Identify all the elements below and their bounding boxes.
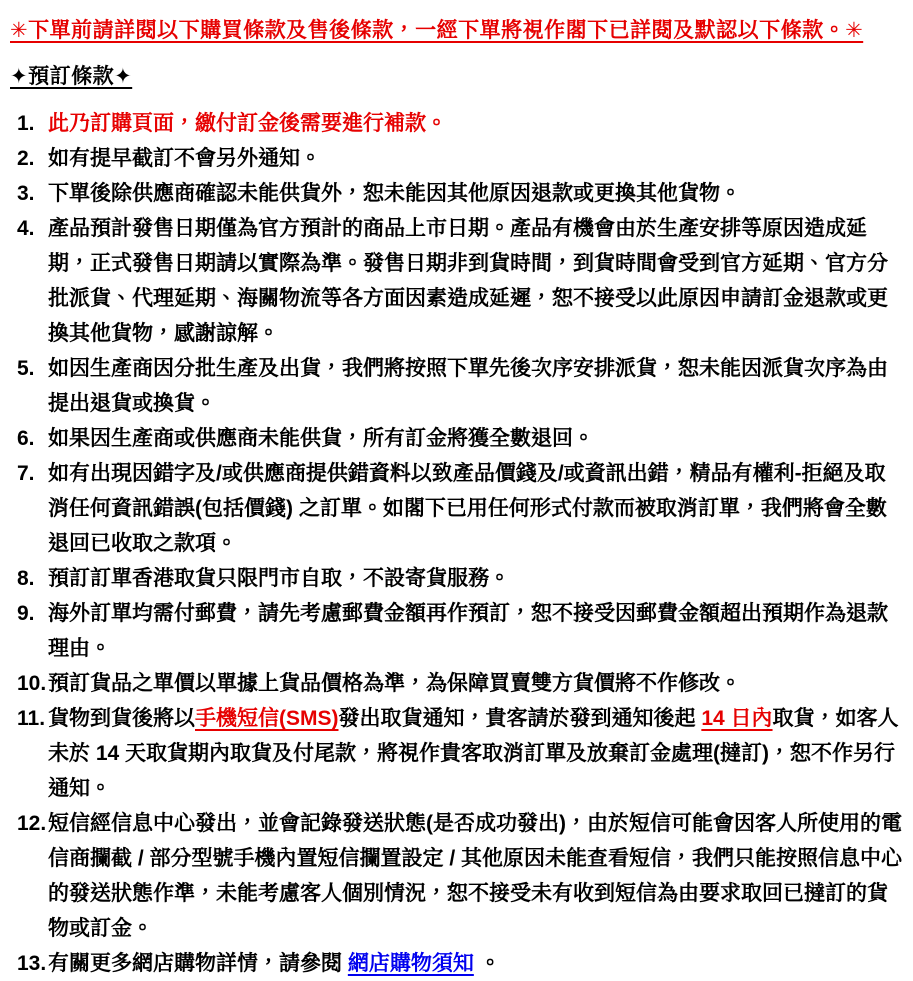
term-text <box>48 141 905 176</box>
term-item <box>10 561 905 596</box>
term-text <box>48 456 905 561</box>
term-text <box>48 211 905 351</box>
term-segment: 如有提早截訂不會另外通知。 <box>48 147 321 170</box>
term-item <box>10 946 905 981</box>
term-text <box>48 596 905 666</box>
term-number: 5. <box>17 357 35 380</box>
term-segment: 此乃訂購頁面，繳付訂金後需要進行補款。 <box>48 112 447 135</box>
term-text <box>48 561 905 596</box>
term-number: 4. <box>17 217 35 240</box>
term-number: 10. <box>17 672 47 695</box>
term-item <box>10 701 905 806</box>
store-shopping-notice-link[interactable]: 網店購物須知 <box>347 952 474 975</box>
term-item <box>10 421 905 456</box>
term-item <box>10 806 905 946</box>
term-number: 11. <box>17 707 46 730</box>
term-item <box>10 106 905 141</box>
term-item <box>10 351 905 421</box>
term-segment: 14 日內 <box>701 707 773 730</box>
term-text <box>48 351 905 421</box>
term-segment: 產品預計發售日期僅為官方預計的商品上市日期。產品有機會由於生產安排等原因造成延期，正式發售日期請以實際為準。發售日期非到貨時間，到貨時間會受到官方延期、官方分批派貨、代理延期、海關物流等各方面因素造成延遲，恕不接受以此原因申請訂金退款或更換其他貨物，感謝諒解。 <box>48 217 888 345</box>
term-item <box>10 666 905 701</box>
term-text <box>48 701 905 806</box>
term-text <box>48 806 905 946</box>
term-segment: 短信經信息中心發出，並會記錄發送狀態(是否成功發出)，由於短信可能會因客人所使用的電信商攔截 / 部分型號手機內置短信攔置設定 / 其他原因未能查看短信，我們只能按照信息中心的發送狀態作準，未能考慮客人個別情況，恕不接受未有收到短信為由要求取回已撻訂的貨物或訂金。 <box>48 812 903 940</box>
term-item <box>10 141 905 176</box>
term-segment: 如有出現因錯字及/或供應商提供錯資料以致產品價錢及/或資訊出錯，精品有權利-拒絕及取消任何資訊錯誤(包括價錢) 之訂單。如閣下已用任何形式付款而被取消訂單，我們將會全數退回已收取之款項。 <box>48 462 887 555</box>
term-number: 8. <box>17 567 35 590</box>
section-title-preorder-terms: ✦預訂條款✦ <box>10 65 133 88</box>
term-number: 13. <box>17 952 47 975</box>
term-segment: 發出取貨通知，貴客請於發到通知後起 <box>338 707 702 730</box>
terms-list <box>10 106 905 981</box>
term-segment: 如因生產商因分批生產及出貨，我們將按照下單先後次序安排派貨，恕未能因派貨次序為由提出退貨或換貨。 <box>48 357 888 415</box>
term-segment: 。 <box>473 952 501 975</box>
term-item <box>10 211 905 351</box>
term-segment: 如果因生產商或供應商未能供貨，所有訂金將獲全數退回。 <box>48 427 594 450</box>
section-title-row <box>10 62 905 92</box>
term-segment: 海外訂單均需付郵費，請先考慮郵費金額再作預訂，恕不接受因郵費金額超出預期作為退款理由。 <box>48 602 888 660</box>
term-segment: 有關更多網店購物詳情，請參閱 <box>48 952 348 975</box>
term-segment: 取貨，如客人未於 14 天取貨期內取貨及付尾款，將視作貴客取消訂單及放棄訂金處理(撻訂)，恕不作另行通知。 <box>48 707 899 800</box>
term-number: 12. <box>17 812 47 835</box>
term-number: 7. <box>17 462 35 485</box>
term-item <box>10 456 905 561</box>
term-segment: 貨物到貨後將以 <box>48 707 195 730</box>
term-item <box>10 596 905 666</box>
term-item <box>10 176 905 211</box>
term-number: 9. <box>17 602 35 625</box>
term-segment: 下單後除供應商確認未能供貨外，恕未能因其他原因退款或更換其他貨物。 <box>48 182 741 205</box>
term-number: 2. <box>17 147 35 170</box>
term-text <box>48 666 905 701</box>
term-segment: 手機短信(SMS) <box>195 707 339 730</box>
term-segment: 預訂訂單香港取貨只限門市自取，不設寄貨服務。 <box>48 567 510 590</box>
preorder-warning-banner: ✳下單前請詳閱以下購買條款及售後條款，一經下單將視作閣下已詳閱及默認以下條款。✳ <box>10 19 864 42</box>
term-text <box>48 421 905 456</box>
term-number: 1. <box>17 112 35 135</box>
term-text <box>48 946 905 981</box>
term-number: 3. <box>17 182 35 205</box>
term-segment: 預訂貨品之單價以單據上貨品價格為準，為保障買賣雙方貨價將不作修改。 <box>48 672 741 695</box>
term-text <box>48 176 905 211</box>
term-number: 6. <box>17 427 35 450</box>
term-text <box>48 106 905 141</box>
